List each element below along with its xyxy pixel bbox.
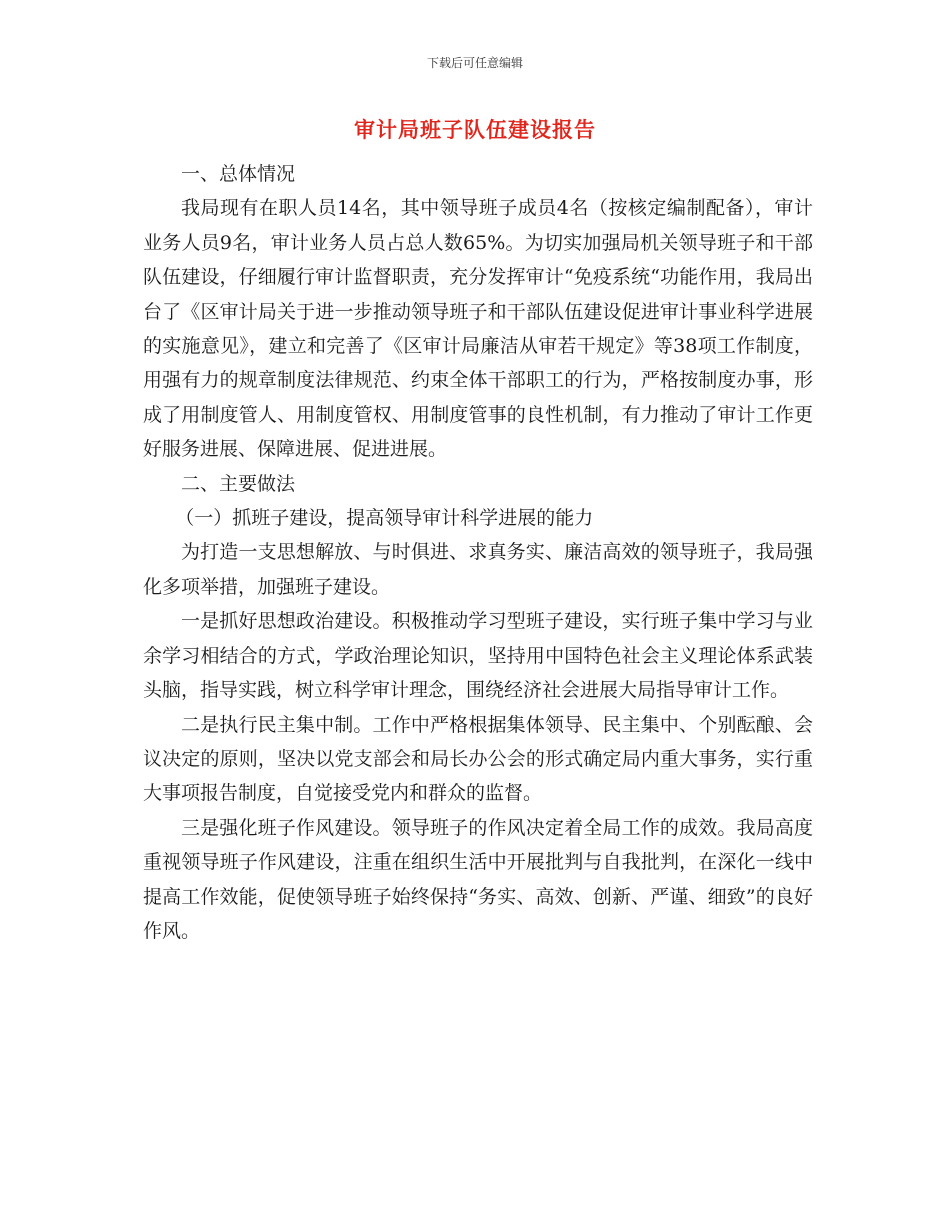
paragraph-political-building: 一是抓好思想政治建设。积极推动学习型班子建设，实行班子集中学习与业余学习相结合的方式，学政治理论知识，坚持用中国特色社会主义理论体系武装头脑，指导实践，树立科学审计理念，围绕经济社会进展大局指导审计工作。 (143, 610, 813, 702)
page-header-note: 下载后可任意编辑 (426, 56, 523, 70)
paragraph-overview: 我局现有在职人员14名，其中领导班子成员4名（按核定编制配备），审计业务人员9名，审计业务人员占总人数65%。为切实加强局机关领导班子和干部队伍建设，仔细履行审计监督职责，充分发挥审计“免疫系统“功能作用，我局出台了《区审计局关于进一步推动领导班子和干部队伍建设促进审计事业科学进展的实施意见》，建立和完善了《区审计局廉洁从审若干规定》等38项工作制度，用强有力的规章制度法律规范、约束全体干部职工的行为，严格按制度办事，形成了用制度管人、用制度管权、用制度管事的良性机制，有力推动了审计工作更好服务进展、保障进展、促进进展。 (143, 197, 813, 461)
subsection-heading-leadership: （一）抓班子建设，提高领导审计科学进展的能力 (175, 507, 594, 530)
document-body (143, 157, 813, 948)
section-heading-overview: 一、总体情况 (181, 163, 296, 185)
paragraph-democratic-centralism: 二是执行民主集中制。工作中严格根据集体领导、民主集中、个别酝酿、会议决定的原则，坚决以党支部会和局长办公会的形式确定局内重大事务，实行重大事项报告制度，自觉接受党内和群众的监督。 (143, 713, 813, 805)
section-heading-practices: 二、主要做法 (181, 472, 296, 495)
document-title: 审计局班子队伍建设报告 (354, 118, 596, 142)
paragraph-leadership-intro: 为打造一支思想解放、与时俱进、求真务实、廉洁高效的领导班子，我局强化多项举措，加强班子建设。 (143, 541, 813, 598)
paragraph-work-style: 三是强化班子作风建设。领导班子的作风决定着全局工作的成效。我局高度重视领导班子作风建设，注重在组织生活中开展批判与自我批判，在深化一线中提高工作效能，促使领导班子始终保持“务实、高效、创新、严谨、细致”的良好作风。 (143, 816, 813, 942)
